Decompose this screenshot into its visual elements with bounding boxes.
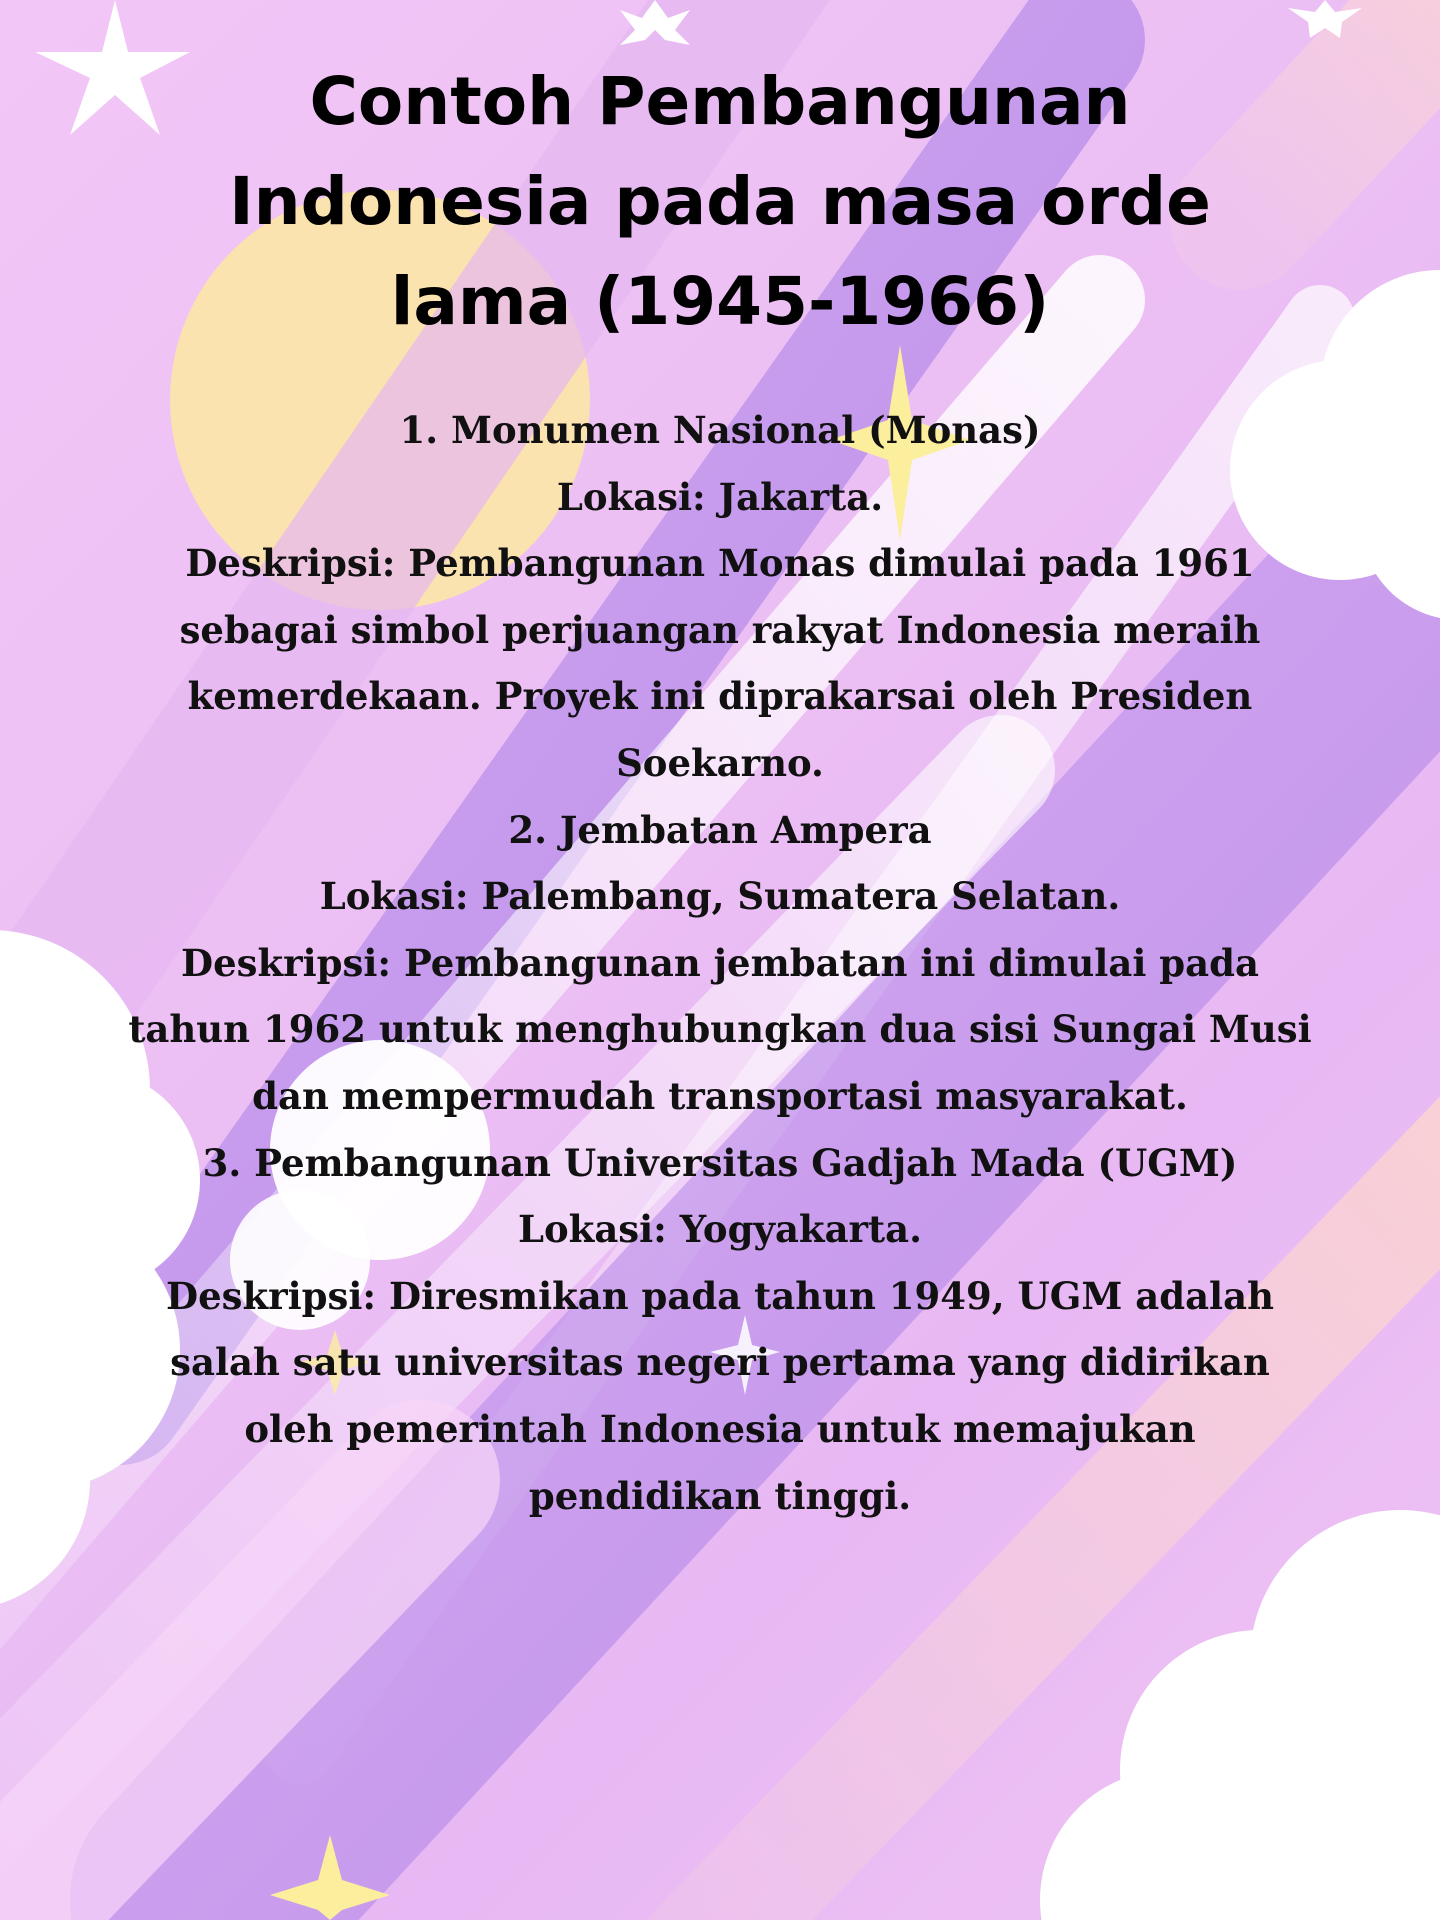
section-heading: 3. Pembangunan Universitas Gadjah Mada (UGM) bbox=[202, 1140, 1238, 1185]
section-description-line: tahun 1962 untuk menghubungkan dua sisi Sungai Musi bbox=[128, 1007, 1312, 1052]
section-description-line: salah satu universitas negeri pertama yang didirikan bbox=[170, 1340, 1270, 1385]
section-heading: 1. Monumen Nasional (Monas) bbox=[399, 408, 1041, 452]
title-line: lama (1945-1966) bbox=[390, 263, 1050, 340]
page-title bbox=[120, 52, 1320, 352]
section-location: Lokasi: Yogyakarta. bbox=[517, 1207, 922, 1252]
title-line: Indonesia pada masa orde bbox=[229, 163, 1211, 240]
section-location: Lokasi: Palembang, Sumatera Selatan. bbox=[319, 874, 1121, 919]
section-ampera bbox=[100, 797, 1340, 1130]
section-description-line: Deskripsi: Pembangunan jembatan ini dimulai pada bbox=[181, 940, 1259, 985]
section-description-line: Deskripsi: Pembangunan Monas dimulai pada 1961 bbox=[185, 541, 1255, 586]
title-line: Contoh Pembangunan bbox=[309, 63, 1131, 140]
section-ugm bbox=[100, 1130, 1340, 1530]
section-heading: 2. Jembatan Ampera bbox=[508, 807, 932, 852]
section-description-line: Soekarno. bbox=[616, 740, 824, 785]
section-description-line: oleh pemerintah Indonesia untuk memajukan bbox=[244, 1406, 1196, 1451]
section-location: Lokasi: Jakarta. bbox=[556, 474, 884, 519]
section-description-line: Deskripsi: Diresmikan pada tahun 1949, UGM adalah bbox=[166, 1273, 1274, 1318]
section-description-line: dan mempermudah transportasi masyarakat. bbox=[252, 1073, 1188, 1118]
section-monas bbox=[100, 397, 1340, 797]
section-description-line: sebagai simbol perjuangan rakyat Indonesia meraih bbox=[179, 607, 1261, 652]
section-description-line: kemerdekaan. Proyek ini diprakarsai oleh Presiden bbox=[187, 674, 1253, 719]
section-description-line: pendidikan tinggi. bbox=[528, 1473, 912, 1518]
content-body bbox=[100, 397, 1340, 1529]
